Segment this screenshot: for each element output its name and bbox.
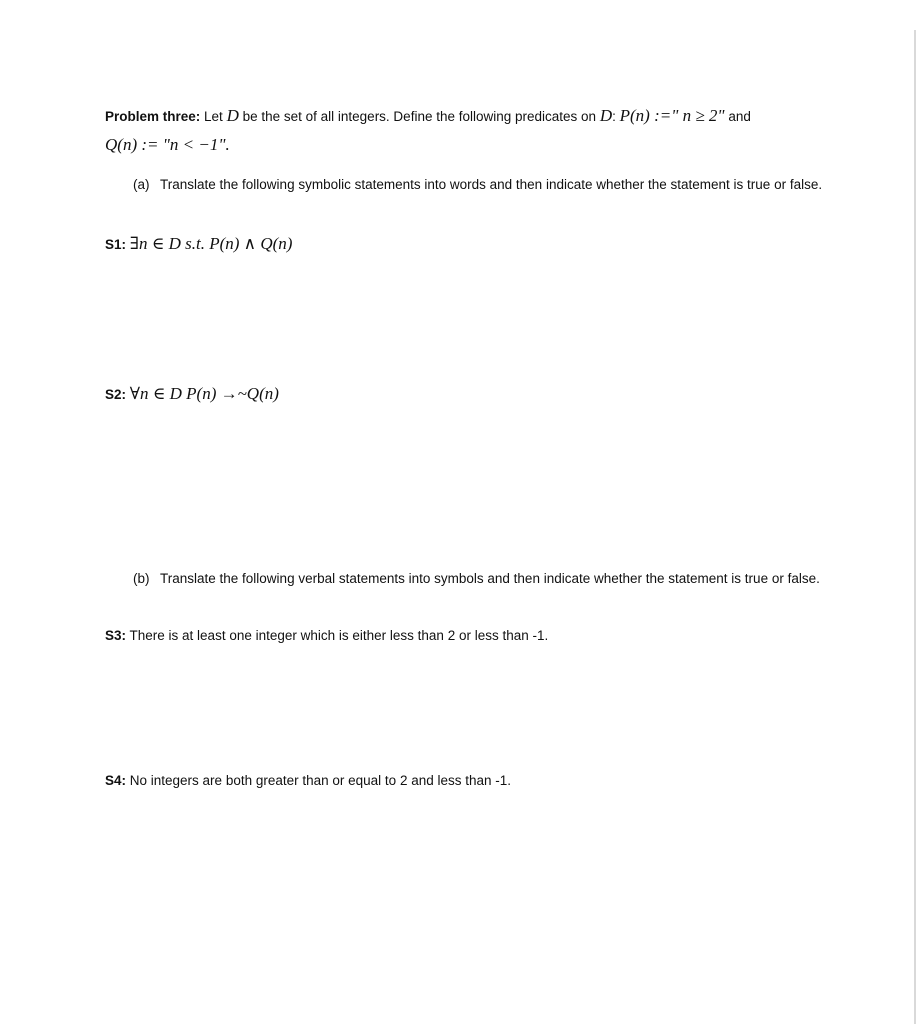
s1-label: S1: [105,237,127,252]
page-edge [914,30,916,1024]
s3-line [105,626,548,646]
s4-statement: No integers are both greater than or equal to 2 and less than -1. [126,773,512,788]
colon: : [612,109,620,124]
part-b [133,568,833,589]
intro-text-2: be the set of all integers. Define the following predicates on [238,109,600,124]
domain-symbol: D [226,106,239,125]
domain-symbol-2: D [599,106,613,125]
s3-statement: There is at least one integer which is either less than 2 or less than -1. [126,628,549,643]
part-a-text: Translate the following symbolic statements into words and then indicate whether the statement is true or false. [160,177,823,192]
problem-title: Problem three: [105,109,201,124]
intro-text-1: Let [200,109,227,124]
s1-line [105,234,292,255]
s2-statement: ∀n ∈ D P(n) →~Q(n) [129,384,279,403]
q-definition-line [105,135,230,156]
part-a-letter: (a) [133,177,150,192]
s3-label: S3: [105,628,127,643]
problem-intro-line [105,106,751,127]
q-definition: Q(n) := "n < −1". [105,135,230,154]
s4-line [105,771,511,791]
part-b-letter: (b) [133,571,150,586]
s2-line [105,384,279,405]
s2-label: S2: [105,387,127,402]
part-a [133,174,833,195]
p-definition: P(n) :=" n ≥ 2" [619,106,725,125]
part-b-text: Translate the following verbal statements into symbols and then indicate whether the statement is true or false. [160,571,820,586]
and-word: and [724,109,751,124]
s4-label: S4: [105,773,127,788]
s1-statement: ∃n ∈ D s.t. P(n) ∧ Q(n) [129,234,293,253]
